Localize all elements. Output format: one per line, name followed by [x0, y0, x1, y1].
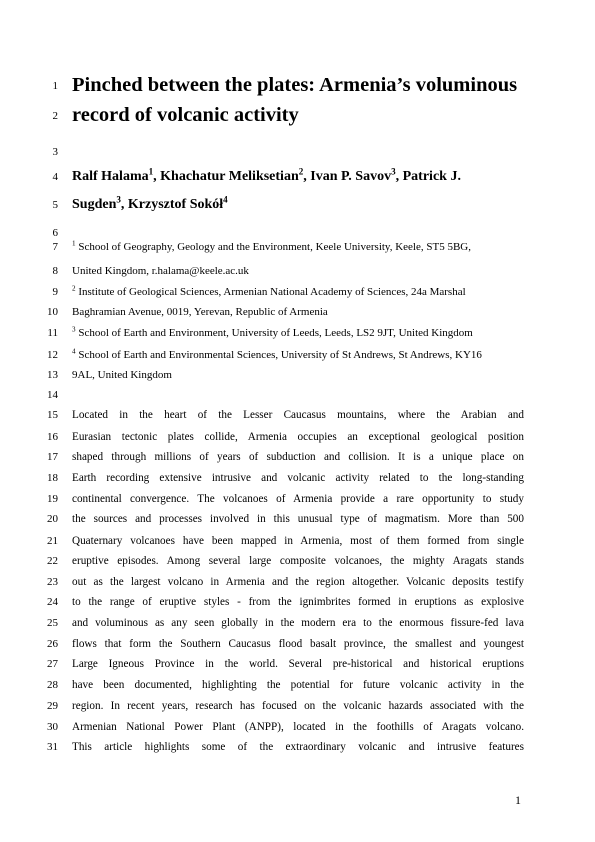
abstract-line: out as the largest volcano in Armenia and the region altogether. Volcanic deposits testify — [72, 576, 524, 588]
affiliation-text: 9AL, United Kingdom — [72, 369, 172, 381]
line-text — [72, 431, 524, 443]
line-number: 30 — [47, 721, 58, 733]
line-number: 6 — [52, 227, 58, 239]
abstract-line: Large Igneous Province in the world. Several pre-historical and historical eruptions — [72, 658, 524, 670]
abstract-line: flows that form the Southern Caucasus flood basalt province, the smallest and youngest — [72, 638, 524, 650]
line-number: 13 — [47, 369, 58, 381]
line-text — [72, 658, 524, 670]
author-separator: , — [303, 169, 311, 184]
line-number: 14 — [47, 389, 58, 401]
line-text — [72, 679, 524, 691]
line-text — [72, 576, 524, 588]
line-number: 26 — [47, 638, 58, 650]
line-text — [72, 409, 524, 421]
superscript: 3 — [116, 194, 121, 205]
abstract-line: continental convergence. The volcanoes of Armenia provide a rare opportunity to study — [72, 493, 524, 505]
abstract-line: Located in the heart of the Lesser Caucasus mountains, where the Arabian and — [72, 409, 524, 421]
abstract-line: Eurasian tectonic plates collide, Armenia occupies an exceptional geological position — [72, 431, 524, 443]
author-separator: , — [120, 197, 128, 212]
line-number: 20 — [47, 513, 58, 525]
line-text — [72, 74, 524, 97]
line-text — [72, 472, 524, 484]
line-text — [72, 638, 524, 650]
abstract-line: have been documented, highlighting the potential for future volcanic activity in the — [72, 679, 524, 691]
abstract-line: eruptive episodes. Among several large composite volcanoes, the mighty Aragats stands — [72, 555, 524, 567]
author-name: Ralf Halama — [72, 169, 149, 184]
affiliation-text: School of Earth and Environmental Sciences, University of St Andrews, St Andrews, KY16 — [78, 349, 482, 361]
line-text — [72, 104, 524, 127]
author-separator: , — [153, 169, 161, 184]
author-separator: , — [395, 169, 403, 184]
superscript: 2 — [298, 166, 304, 177]
line-text — [72, 555, 524, 567]
line-number: 12 — [47, 349, 58, 361]
line-number: 2 — [52, 110, 58, 122]
line-number: 9 — [52, 286, 58, 298]
line-number: 18 — [47, 472, 58, 484]
line-text — [72, 596, 524, 608]
line-number: 11 — [47, 327, 58, 339]
superscript: 3 — [72, 325, 76, 334]
line-number: 10 — [47, 306, 58, 318]
line-text — [72, 194, 524, 213]
line-text — [72, 349, 524, 361]
line-number: 7 — [52, 241, 58, 253]
page-number: 1 — [515, 793, 521, 807]
line-text — [72, 617, 524, 629]
line-text — [72, 241, 524, 253]
author-name: Patrick J. — [402, 169, 461, 184]
line-text — [72, 369, 524, 381]
line-text — [72, 451, 524, 463]
author-name: Ivan P. Savov — [310, 169, 392, 184]
line-number: 28 — [47, 679, 58, 691]
abstract-line: Quaternary volcanoes have been mapped in Armenia, most of them formed from single — [72, 535, 524, 547]
line-text — [72, 286, 524, 298]
superscript: 2 — [72, 284, 76, 293]
superscript: 4 — [72, 347, 76, 356]
line-text — [72, 306, 524, 318]
title-line: Pinched between the plates: Armenia’s voluminous — [72, 74, 518, 96]
line-number: 17 — [47, 451, 58, 463]
line-text — [72, 700, 524, 712]
line-number: 27 — [47, 658, 58, 670]
line-text — [72, 535, 524, 547]
line-number: 21 — [47, 535, 58, 547]
line-number: 5 — [52, 199, 58, 211]
line-number: 4 — [52, 171, 58, 183]
line-number: 23 — [47, 576, 58, 588]
line-number: 29 — [47, 700, 58, 712]
line-text — [72, 327, 524, 339]
line-number: 22 — [47, 555, 58, 567]
superscript: 3 — [391, 166, 396, 177]
line-number: 1 — [52, 80, 58, 92]
line-number: 15 — [47, 409, 58, 421]
superscript: 1 — [72, 239, 76, 248]
line-number: 25 — [47, 617, 58, 629]
affiliation-text: United Kingdom, r.halama@keele.ac.uk — [72, 265, 249, 277]
line-number: 16 — [47, 431, 58, 443]
author-name: Krzysztof Sokół — [127, 197, 224, 212]
abstract-line: the sources and processes involved in this unusual type of magmatism. More than 500 — [72, 513, 524, 525]
affiliation-text: Institute of Geological Sciences, Armenian National Academy of Sciences, 24a Marshal — [78, 286, 466, 298]
superscript: 1 — [148, 166, 154, 177]
line-text — [72, 493, 524, 505]
line-number: 31 — [47, 741, 58, 753]
line-number: 8 — [52, 265, 58, 277]
line-number: 24 — [47, 596, 58, 608]
affiliation-text: School of Geography, Geology and the Environment, Keele University, Keele, ST5 5BG, — [78, 241, 471, 253]
line-text — [72, 721, 524, 733]
abstract-line: and voluminous as any seen globally in the modern era to the enormous fissure-fed lava — [72, 617, 524, 629]
abstract-line: region. In recent years, research has focused on the volcanic hazards associated with the — [72, 700, 524, 712]
affiliation-text: School of Earth and Environment, University of Leeds, Leeds, LS2 9JT, United Kingdom — [78, 327, 473, 339]
line-text — [72, 265, 524, 277]
affiliation-text: Baghramian Avenue, 0019, Yerevan, Republic of Armenia — [72, 306, 328, 318]
abstract-line: shaped through millions of years of subduction and collision. It is a unique place on — [72, 451, 524, 463]
abstract-line: Armenian National Power Plant (ANPP), located in the foothills of Aragats volcano. — [72, 721, 524, 733]
title-line: record of volcanic activity — [72, 104, 299, 126]
superscript: 4 — [223, 194, 228, 205]
line-number: 3 — [52, 146, 58, 158]
abstract-line: to the range of eruptive styles - from the ignimbrites formed in eruptions as explosive — [72, 596, 524, 608]
abstract-line: Earth recording extensive intrusive and volcanic activity related to the long-standing — [72, 472, 524, 484]
abstract-line: This article highlights some of the extraordinary volcanic and intrusive features — [72, 741, 524, 753]
line-text — [72, 166, 524, 185]
author-name: Khachatur Meliksetian — [160, 169, 299, 184]
author-name: Sugden — [72, 197, 117, 212]
line-number: 19 — [47, 493, 58, 505]
line-text — [72, 513, 524, 525]
line-text — [72, 741, 524, 753]
